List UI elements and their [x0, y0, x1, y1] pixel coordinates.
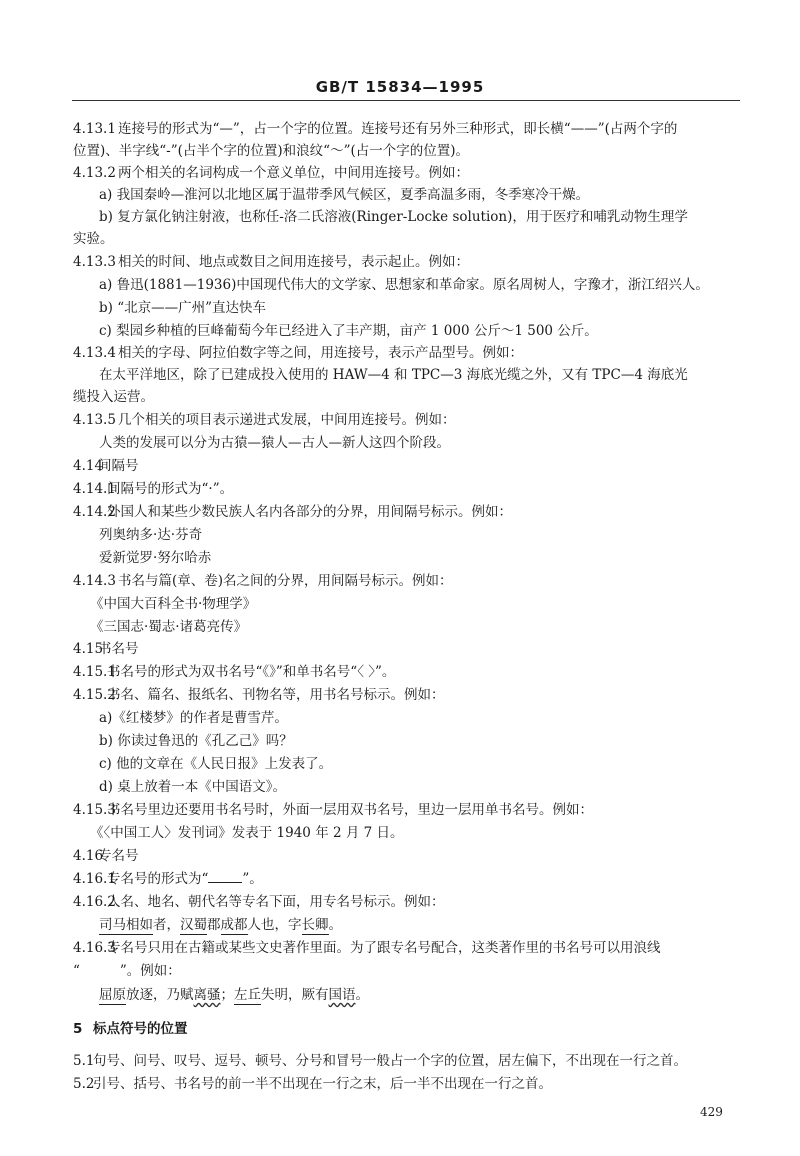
clause-number: 4.13.3 [73, 254, 116, 270]
clause-number: 4.13.5 [73, 412, 116, 428]
text-segment: 失明，厥有 [261, 987, 329, 1003]
example-text: a) 鲁迅(1881—1936)中国现代伟大的文学家、思想家和革命家。原名周树人，字豫才，浙江绍兴人。 [99, 277, 709, 293]
example-text: 《中国大百科全书·物理学》 [90, 596, 257, 612]
text-segment: ”。例如： [119, 963, 181, 979]
proper-noun: 左丘 [234, 987, 261, 1003]
example-text: 爱新觉罗·努尔哈赤 [99, 550, 212, 566]
clause-text: 书名与篇(章、卷)名之间的分界，用间隔号标示。例如： [118, 573, 453, 589]
proper-noun: 司马相如 [99, 917, 153, 933]
example-text: b) 复方氯化钠注射液，也称任-洛二氏溶液(Ringer-Locke solution)，用于医疗和哺乳动物生理学 [99, 209, 688, 225]
section-title: 专名号 [98, 848, 139, 864]
example-text: b) 你读过鲁迅的《孔乙己》吗？ [99, 733, 293, 749]
document-header: GB/T 15834—1995 [315, 78, 485, 96]
clause-number: 4.14 [73, 458, 104, 474]
section-title: 书名号 [98, 641, 139, 657]
clause-text: 两个相关的名词构成一个意义单位，中间用连接号。例如： [118, 165, 469, 181]
example-text: 人类的发展可以分为古猿—猿人—古人—新人这四个阶段。 [99, 435, 450, 451]
example-text: 列奥纳多·达·芬奇 [99, 527, 203, 543]
clause-text: 书名、篇名、报纸名、刊物名等，用书名号标示。例如： [107, 687, 445, 703]
clause-text: 几个相关的项目表示递进式发展，中间用连接号。例如： [118, 412, 456, 428]
clause-number: 4.13.4 [73, 345, 116, 361]
proper-noun: 成都 [220, 917, 248, 933]
section-number: 5 [73, 1021, 83, 1037]
clause-text: 相关的时间、地点或数目之间用连接号，表示起止。例如： [118, 254, 469, 270]
clause-number: 4.16.3 [73, 940, 116, 956]
text-segment: 人也，字 [247, 917, 302, 933]
clause-text: 引号、括号、书名号的前一半不出现在一行之末，后一半不出现在一行之首。 [93, 1076, 552, 1092]
clause-number: 4.15.2 [73, 687, 116, 703]
example-text: c) 他的文章在《人民日报》上发表了。 [99, 756, 333, 772]
clause-number: 4.14.3 [73, 573, 116, 589]
example-text [99, 916, 342, 934]
clause-text: 外国人和某些少数民族人名内各部分的分界，用间隔号标示。例如： [107, 504, 512, 520]
book-title-wavy: 离骚 [193, 987, 221, 1003]
text-segment: “ [73, 963, 80, 979]
clause-number: 4.15 [73, 641, 104, 657]
clause-text [73, 962, 181, 980]
example-text: 缆投入运营。 [73, 389, 154, 405]
clause-text: 专名号只用在古籍或某些文史著作里面。为了跟专名号配合，这类著作里的书名号可以用浪线 [107, 940, 661, 956]
example-text [99, 986, 369, 1004]
proper-noun: 屈原 [99, 987, 126, 1003]
example-text: a)《红楼梦》的作者是曹雪芹。 [99, 710, 288, 726]
clause-number: 4.16 [73, 848, 104, 864]
clause-number: 4.13.1 [73, 121, 116, 137]
example-text: 《〈中国工人〉发刊词》发表于 1940 年 2 月 7 日。 [90, 825, 404, 841]
example-text: 《三国志·蜀志·诸葛亮传》 [90, 619, 248, 635]
clause-number: 5.1 [73, 1053, 95, 1069]
clause-number: 4.14.2 [73, 504, 116, 520]
example-text: b) “北京——广州”直达快车 [99, 300, 267, 316]
text-segment: 放逐，乃赋 [126, 987, 194, 1003]
proper-noun: 长卿 [301, 917, 329, 933]
clause-number: 4.13.2 [73, 165, 116, 181]
text-segment: 郡 [207, 917, 221, 933]
clause-text: 间隔号的形式为“·”。 [107, 481, 234, 497]
clause-text: 句号、问号、叹号、逗号、顿号、分号和冒号一般占一个字的位置，居左偏下，不出现在一行之首。 [93, 1053, 687, 1069]
example-text: a) 我国秦岭—淮河以北地区属于温带季风气候区，夏季高温多雨，冬季寒冷干燥。 [99, 187, 590, 203]
book-title-wavy: 国语 [328, 987, 356, 1003]
header-rule [72, 100, 740, 101]
text-segment: ”。 [242, 871, 263, 887]
clause-number: 4.15.3 [73, 802, 116, 818]
text-segment: ； [220, 987, 234, 1003]
text-segment: 专名号的形式为“ [107, 871, 209, 887]
example-text: 在太平洋地区，除了已建成投入使用的 HAW—4 和 TPC—3 海底光缆之外，又有 TPC—4 海底光 [99, 367, 688, 383]
wavy-line-sample [80, 963, 120, 975]
clause-number: 4.15.1 [73, 664, 116, 680]
text-segment: 者， [153, 917, 180, 933]
clause-number: 5.2 [73, 1076, 95, 1092]
clause-text: 位置)、半字线“-”(占半个字的位置)和浪纹“～”(占一个字的位置)。 [73, 143, 470, 159]
clause-text [107, 870, 263, 888]
example-text: c) 梨园乡种植的巨峰葡萄今年已经进入了丰产期，亩产 1 000 公斤～1 500 公斤。 [99, 323, 598, 339]
example-text: 实验。 [73, 231, 114, 247]
clause-text: 连接号的形式为“—”，占一个字的位置。连接号还有另外三种形式，即长横“——”(占两个字的 [118, 121, 678, 137]
clause-text: 人名、地名、朝代名等专名下面，用专名号标示。例如： [107, 894, 445, 910]
proper-noun: 汉 [180, 917, 194, 933]
proper-noun-mark-sample [208, 870, 242, 883]
clause-number: 4.16.1 [73, 871, 116, 887]
clause-text: 书名号的形式为双书名号“《》”和单书名号“〈 〉”。 [107, 664, 396, 680]
text-segment: 。 [355, 987, 369, 1003]
text-segment: 。 [328, 917, 342, 933]
clause-number: 4.14.1 [73, 481, 116, 497]
clause-text: 相关的字母、阿拉伯数字等之间，用连接号，表示产品型号。例如： [118, 345, 523, 361]
clause-number: 4.16.2 [73, 894, 116, 910]
example-text: d) 桌上放着一本《中国语文》。 [99, 779, 286, 795]
section-title: 标点符号的位置 [93, 1021, 188, 1037]
proper-noun: 蜀 [193, 917, 207, 933]
section-title: 间隔号 [98, 458, 139, 474]
page-number: 429 [700, 1105, 723, 1119]
clause-text: 书名号里边还要用书名号时，外面一层用双书名号，里边一层用单书名号。例如： [107, 802, 593, 818]
